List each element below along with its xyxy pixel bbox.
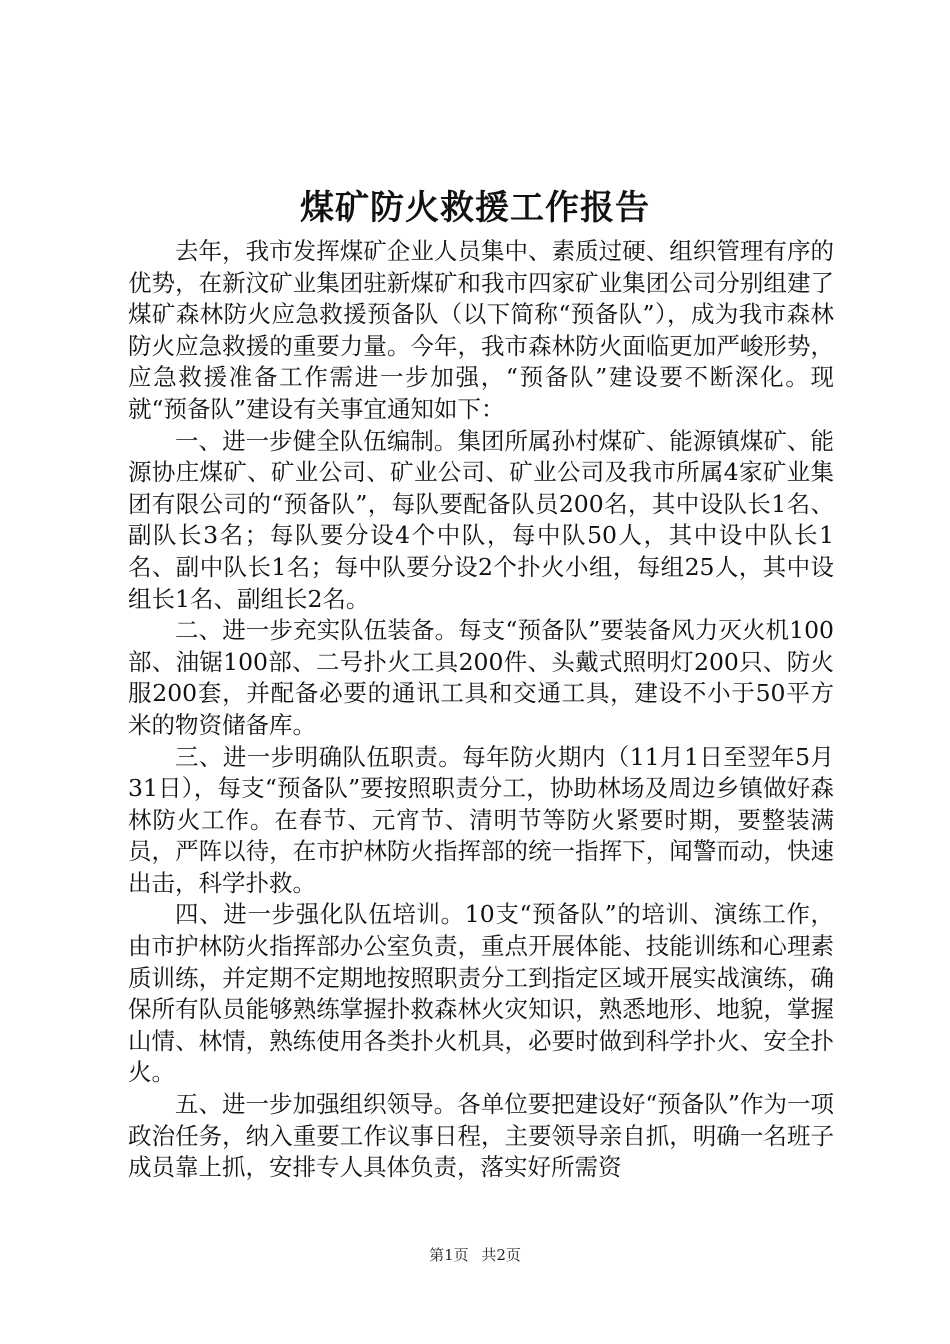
page-number-current: 第1页	[429, 1246, 469, 1264]
page-number-total: 共2页	[481, 1246, 521, 1264]
paragraph-section-2: 二、进一步充实队伍装备。每支“预备队”要装备风力灭火机100部、油锯100部、二号扑火工具200件、头戴式照明灯200只、防火服200套，并配备必要的通讯工具和交通工具，建设不小于50平方米的物资储备库。	[128, 616, 834, 739]
paragraph-section-1: 一、进一步健全队伍编制。集团所属孙村煤矿、能源镇煤矿、能源协庄煤矿、矿业公司、矿业公司、矿业公司及我市所属4家矿业集团有限公司的“预备队”，每队要配备队员200名，其中设队长1名、副队长3名；每队要分设4个中队，每中队50人，其中设中队长1名、副中队长1名；每中队要分设2个扑火小组，每组25人，其中设组长1名、副组长2名。	[128, 426, 834, 613]
paragraph-section-3: 三、进一步明确队伍职责。每年防火期内（11月1日至翌年5月31日），每支“预备队”要按照职责分工，协助林场及周边乡镇做好森林防火工作。在春节、元宵节、清明节等防火紧要时期，要整装满员，严阵以待，在市护林防火指挥部的统一指挥下，闻警而动，快速出击，科学扑救。	[128, 742, 834, 897]
document-body	[128, 236, 834, 1184]
document-title: 煤矿防火救援工作报告	[300, 188, 650, 228]
paragraph-section-4: 四、进一步强化队伍培训。10支“预备队”的培训、演练工作，由市护林防火指挥部办公室负责，重点开展体能、技能训练和心理素质训练，并定期不定期地按照职责分工到指定区域开展实战演练，确保所有队员能够熟练掌握扑救森林火灾知识，熟悉地形、地貌，掌握山情、林情，熟练使用各类扑火机具，必要时做到科学扑火、安全扑火。	[128, 900, 834, 1087]
paragraph-section-5: 五、进一步加强组织领导。各单位要把建设好“预备队”作为一项政治任务，纳入重要工作议事日程，主要领导亲自抓，明确一名班子成员靠上抓，安排专人具体负责，落实好所需资	[128, 1090, 834, 1182]
page-footer	[0, 1244, 950, 1266]
paragraph-intro: 去年，我市发挥煤矿企业人员集中、素质过硬、组织管理有序的优势，在新汶矿业集团驻新煤矿和我市四家矿业集团公司分别组建了煤矿森林防火应急救援预备队（以下简称“预备队”），成为我市森林防火应急救援的重要力量。今年，我市森林防火面临更加严峻形势，应急救援准备工作需进一步加强，“预备队”建设要不断深化。现就“预备队”建设有关事宜通知如下：	[128, 237, 834, 423]
